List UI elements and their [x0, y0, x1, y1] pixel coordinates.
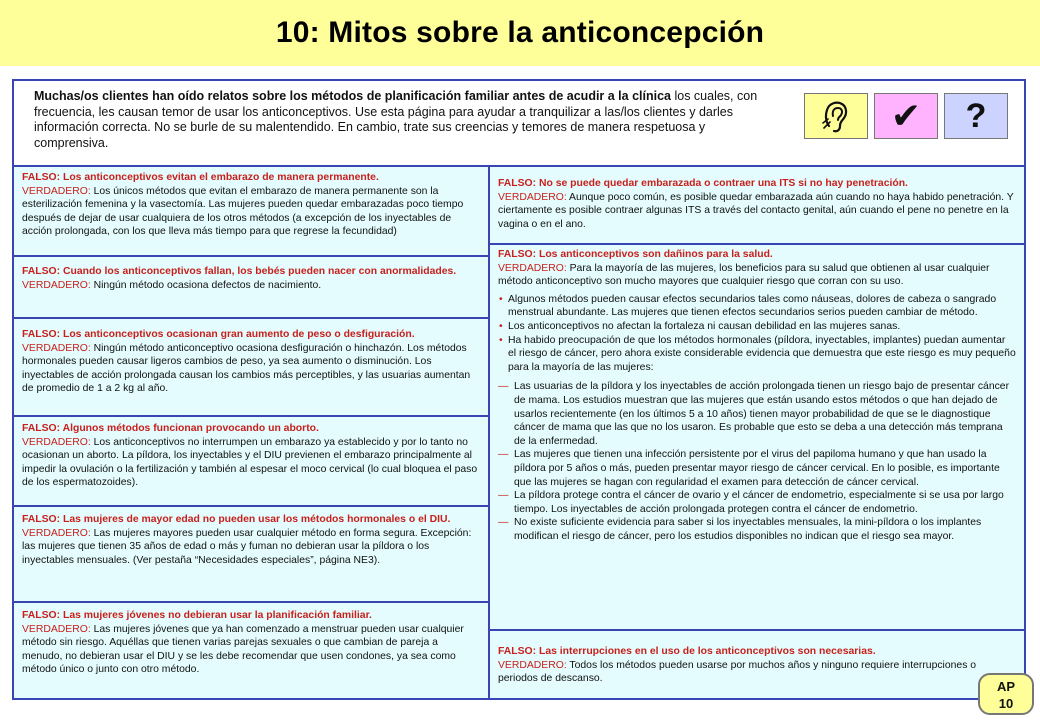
myth-true-text: Aunque poco común, es posible quedar embarazada aún cuando no haya habido penetración. Y ciertamente es posible contraer algunas ITS a través del contacto genital, aún cuando el pene no penetre en la vagina o en el ano.	[498, 191, 1014, 230]
checkmark-icon-box	[874, 93, 938, 139]
myth-true-text: Ningún método ocasiona defectos de nacimiento.	[90, 279, 322, 291]
dash-item: — Las mujeres que tienen una infección persistente por el virus del papiloma humano y que han usado la píldora por 5 años o más, pueden presentar mayor riesgo de cáncer cervical. En lo posible, es importante que las mujeres se hagan con regularidad el examen para detección de cáncer cervical.	[498, 448, 1016, 489]
myth-true-label: VERDADERO:	[22, 342, 91, 354]
myth-false: FALSO: Cuando los anticonceptivos fallan, los bebés pueden nacer con anormalidades.	[22, 266, 457, 277]
myth-true-text: Ningún método anticonceptivo ocasiona desfiguración o hinchazón. Los métodos hormonales pueden causar ligeros cambios de peso, ya sea aumento o disminución. Los inyectables de acción prolongada causan los cambios más perceptibles, y las usuarias aumentan de promedio de 1 a 2 kg al año.	[22, 342, 471, 395]
intro-bold: Muchas/os clientes han oído relatos sobre los métodos de planificación familiar antes de acudir a la clínica	[34, 89, 671, 103]
myth-box	[14, 507, 488, 603]
myth-false: FALSO: Los anticonceptivos son dañinos para la salud.	[498, 249, 773, 260]
myth-true-text: Los únicos métodos que evitan el embarazo de manera permanente son la esterilización femenina y la vasectomía. Las mujeres pueden quedar embarazadas poco tiempo después de dejar de usar cualquiera de los otros métodos (a excepción de los inyectables de acción prolongada, con los que lleva más tiempo para que regrese la fecundidad)	[22, 185, 464, 238]
right-column	[488, 167, 1024, 698]
myth-true-text: Para la mayoría de las mujeres, los beneficios para su salud que obtienen al usar cualquier método anticonceptivo son mucho mayores que cualquier riesgo que corran con su uso.	[498, 262, 990, 288]
intro-text	[34, 89, 779, 151]
cancer-points	[498, 380, 1016, 543]
myth-box	[490, 167, 1024, 245]
checkmark-icon: ✔	[890, 95, 922, 136]
myth-box	[490, 631, 1024, 698]
content-frame	[12, 79, 1026, 700]
bullet-item: • Ha habido preocupación de que los métodos hormonales (píldora, inyectables, implantes) puedan aumentar el riesgo de cáncer, pero ahora existe considerable evidencia que demuestra que este riesgo es muy pequeño para la mayoría de las mujeres:	[498, 334, 1016, 375]
myth-false: FALSO: No se puede quedar embarazada o contraer una ITS si no hay penetración.	[498, 178, 908, 189]
question-icon: ?	[965, 97, 987, 135]
badge-line1: AP	[996, 679, 1016, 694]
bullet-item: • Algunos métodos pueden causar efectos secundarios tales como náuseas, dolores de cabeza o sangrado menstrual abundante. Las mujeres que tienen efectos secundarios serios pueden cambiar de método.	[498, 293, 1016, 320]
myth-box-health	[490, 245, 1024, 631]
myth-box	[14, 603, 488, 698]
myth-true-text: Los anticonceptivos no interrumpen un embarazo ya establecido y por lo tanto no ocasionan un aborto. La píldora, los inyectables y el DIU previenen el embarazo principalmente al impedir la ovulación o la fertilización y también al espesar el moco cervical (lo cual bloquea el paso de los espermatozoides).	[22, 436, 478, 489]
page-header	[0, 0, 1040, 66]
bullet-item: • Los anticonceptivos no afectan la fortaleza ni causan debilidad en las mujeres sanas.	[498, 320, 1016, 334]
badge-line2: 10	[998, 696, 1014, 711]
intro-rest: los cuales, con frecuencia, les causan temor de usar los anticonceptivos. Use esta página para ayudar a tranquilizar a las/los clientes y darles información correcta. No se burle de su malentendido. En cambio, trate sus creencias y temores de manera respetuosa y comprensiva.	[34, 89, 758, 150]
myth-box	[14, 257, 488, 319]
health-bullets	[498, 293, 1016, 375]
myth-true-text: Las mujeres jóvenes que ya han comenzado a menstruar pueden usar cualquier método sin riesgo. Aquéllas que tienen varias parejas sexuales o que cambian de pareja a menudo, no debieran usar el DIU y se les debe recomendar que usen condones, ya sea como método único o junto con otro método.	[22, 623, 464, 676]
dash-item: — Las usuarias de la píldora y los inyectables de acción prolongada tienen un riesgo bajo de presentar cáncer de mama. Los estudios muestran que las mujeres que están usando estos métodos o que han dejado de usarlos recientemente (en los últimos 5 a 10 años) tienen mayor probabilidad de que se le diagnostique cáncer de mama que las que no los usaron. Es probable que esto se deba a una detección más temprana de la enfermedad.	[498, 380, 1016, 448]
myth-true-label: VERDADERO:	[22, 185, 91, 197]
intro-panel	[14, 81, 1024, 167]
myth-box	[14, 319, 488, 417]
page-badge	[978, 673, 1034, 715]
myth-true-label: VERDADERO:	[498, 659, 567, 671]
myth-true-label: VERDADERO:	[22, 623, 91, 635]
myth-false: FALSO: Los anticonceptivos ocasionan gran aumento de peso o desfiguración.	[22, 329, 415, 340]
dash-item: — No existe suficiente evidencia para saber si los inyectables mensuales, la mini-píldora o los implantes modifican el riesgo de cáncer, pero los estudios disponibles no indican que el riesgo sea mayor.	[498, 516, 1016, 543]
question-icon-box	[944, 93, 1008, 139]
myth-true-text: Las mujeres mayores pueden usar cualquier método en forma segura. Excepción: las mujeres que tienen 35 años de edad o más y fuman no debieran usar la píldora o los inyectables mensuales. (Ver pestaña “Necesidades especiales”, página NE3).	[22, 527, 472, 566]
myth-false: FALSO: Las interrupciones en el uso de los anticonceptivos son necesarias.	[498, 646, 876, 657]
myth-false: FALSO: Las mujeres jóvenes no debieran usar la planificación familiar.	[22, 610, 372, 621]
ear-icon-box	[804, 93, 868, 139]
myth-false: FALSO: Las mujeres de mayor edad no pueden usar los métodos hormonales o el DIU.	[22, 514, 451, 525]
myth-true-label: VERDADERO:	[498, 262, 567, 274]
myth-true-label: VERDADERO:	[22, 279, 91, 291]
ear-icon	[821, 98, 851, 134]
myth-box	[14, 167, 488, 257]
myth-true-label: VERDADERO:	[498, 191, 567, 203]
myth-box	[14, 417, 488, 507]
myth-true-label: VERDADERO:	[22, 527, 91, 539]
myth-false: FALSO: Los anticonceptivos evitan el embarazo de manera permanente.	[22, 172, 379, 183]
myth-true-text: Todos los métodos pueden usarse por muchos años y ninguno requiere interrupciones o periodos de descanso.	[498, 659, 977, 685]
dash-item: — La píldora protege contra el cáncer de ovario y el cáncer de endometrio, especialmente si se usa por largo tiempo. Los inyectables de acción prolongada protegen contra el cáncer de endometrio.	[498, 489, 1016, 516]
page-title: 10: Mitos sobre la anticoncepción	[275, 16, 765, 49]
myth-false: FALSO: Algunos métodos funcionan provocando un aborto.	[22, 423, 319, 434]
myth-true-label: VERDADERO:	[22, 436, 91, 448]
